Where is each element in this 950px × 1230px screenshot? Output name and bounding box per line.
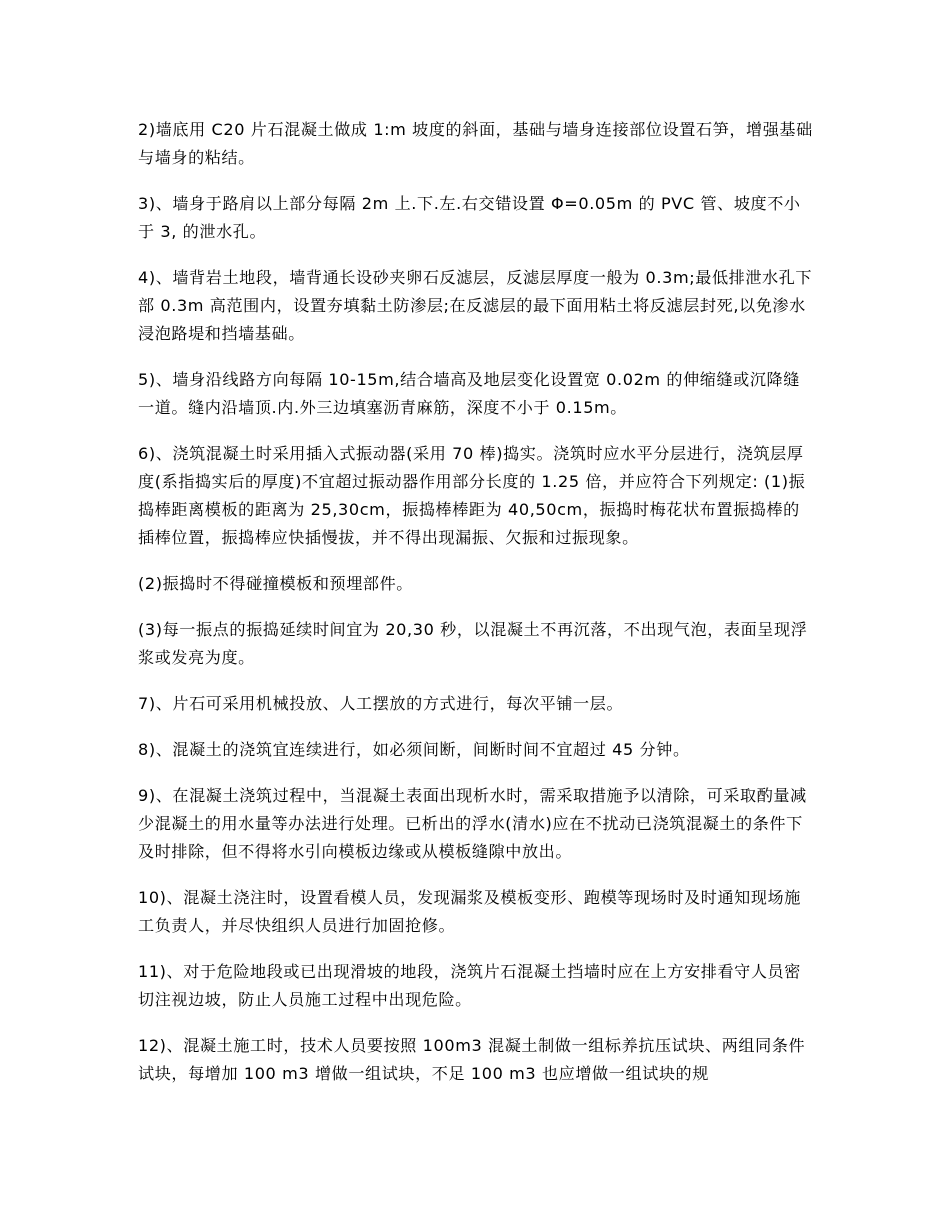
- paragraph-item-8: 8)、混凝土的浇筑宜连续进行，如必须间断，间断时间不宜超过 45 分钟。: [138, 740, 690, 759]
- paragraph-item-4: 4)、墙背岩土地段，墙背通长设砂夹卵石反滤层，反滤层厚度一般为 0.3m;最低排泄水孔下部 0.3m 高范围内，设置夯填黏土防渗层;在反滤层的最下面用粘土将反滤层封死,以免渗水浸泡路堤和挡墙基础。: [138, 268, 813, 343]
- paragraph-item-10: 10)、混凝土浇注时，设置看模人员，发现漏浆及模板变形、跑模等现场时及时通知现场施工负责人，并尽快组织人员进行加固抢修。: [138, 888, 801, 935]
- paragraph-item-11: 11)、对于危险地段或已出现滑坡的地段，浇筑片石混凝土挡墙时应在上方安排看守人员密切注视边坡，防止人员施工过程中出现危险。: [138, 962, 801, 1009]
- paragraph-item-5: 5)、墙身沿线路方向每隔 10-15m,结合墙高及地层变化设置宽 0.02m 的伸缩缝或沉降缝一道。缝内沿墙顶.内.外三边填塞沥青麻筋，深度不小于 0.15m。: [138, 370, 800, 417]
- paragraph-item-6: 6)、浇筑混凝土时采用插入式振动器(采用 70 棒)捣实。浇筑时应水平分层进行，浇筑层厚度(系指捣实后的厚度)不宜超过振动器作用部分长度的 1.25 倍，并应符合下列规定: (1)振捣棒距离模板的距离为 25,30cm，振捣棒棒距为 40,50cm，振捣时梅花状布置振捣棒的插棒位置，振捣棒应快插慢拔，并不得出现漏振、欠振和过振现象。: [138, 444, 806, 547]
- document-body: [138, 116, 814, 1106]
- paragraph-item-9: 9)、在混凝土浇筑过程中，当混凝土表面出现析水时，需采取措施予以清除，可采取酌量减少混凝土的用水量等办法进行处理。已析出的浮水(清水)应在不扰动已浇筑混凝土的条件下及时排除，但不得将水引向模板边缘或从模板缝隙中放出。: [138, 786, 807, 861]
- paragraph-item-12: 12)、混凝土施工时，技术人员要按照 100m3 混凝土制做一组标养抗压试块、两组同条件试块，每增加 100 m3 增做一组试块，不足 100 m3 也应增做一组试块的规: [138, 1036, 806, 1083]
- paragraph-item-3: 3)、墙身于路肩以上部分每隔 2m 上.下.左.右交错设置 Φ=0.05m 的 PVC 管、坡度不小于 3, 的泄水孔。: [138, 194, 801, 241]
- paragraph-item-6-sub-2: (2)振捣时不得碰撞模板和预埋部件。: [138, 574, 414, 593]
- paragraph-item-6-sub-3: (3)每一振点的振捣延续时间宜为 20,30 秒，以混凝土不再沉落，不出现气泡，表面呈现浮浆或发亮为度。: [138, 620, 808, 667]
- paragraph-item-7: 7)、片石可采用机械投放、人工摆放的方式进行，每次平铺一层。: [138, 694, 624, 713]
- paragraph-item-2: 2)墙底用 C20 片石混凝土做成 1:m 坡度的斜面，基础与墙身连接部位设置石笋，增强基础与墙身的粘结。: [138, 120, 813, 167]
